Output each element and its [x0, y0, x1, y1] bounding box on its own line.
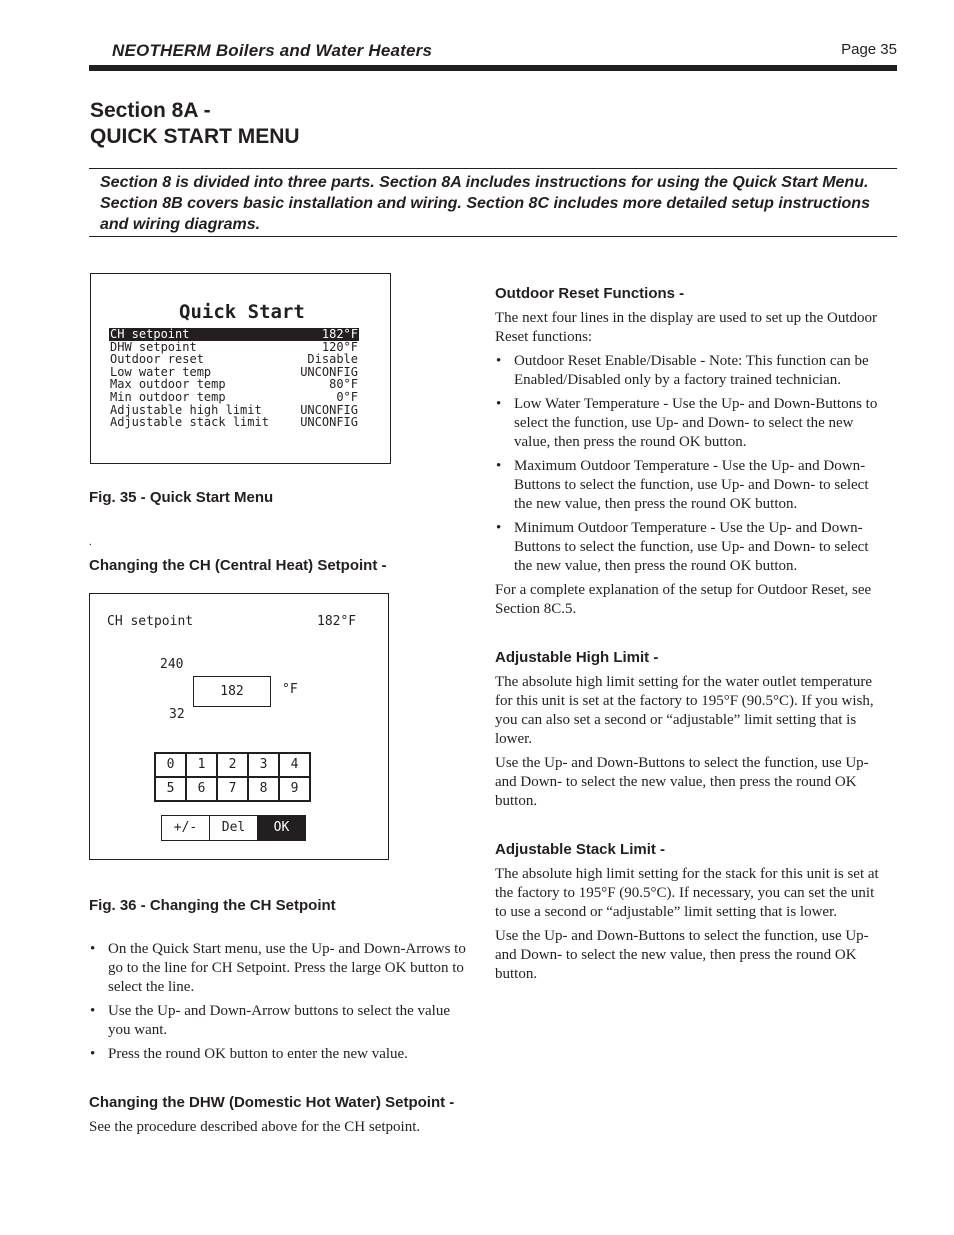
- list-item: • Outdoor Reset Enable/Disable - Note: This function can be Enabled/Disabled only by a factory trained technician.: [495, 352, 887, 390]
- dhw-heading: Changing the DHW (Domestic Hot Water) Setpoint -: [89, 1094, 455, 1111]
- qs-row-value: UNCONFIG: [300, 364, 358, 379]
- key-1[interactable]: 1: [186, 753, 217, 777]
- key-5[interactable]: 5: [155, 777, 186, 801]
- outdoor-reset-outro: For a complete explanation of the setup for Outdoor Reset, see Section 8C.5.: [495, 582, 872, 617]
- intro-text: Section 8 is divided into three parts. Section 8A includes instructions for using the Quick Start Menu. Section 8B covers basic installation and wiring. Section 8C includes more detailed setup instructions and wiring diagrams.: [100, 174, 870, 233]
- header-title-rest: Boilers and Water Heaters: [210, 41, 433, 60]
- qs-row-label: Outdoor reset: [110, 352, 204, 367]
- numeric-keypad: [154, 752, 311, 802]
- qs-row-label: Min outdoor temp: [110, 389, 226, 404]
- ch-heading: Changing the CH (Central Heat) Setpoint -: [89, 557, 387, 574]
- qs-row-label: Max outdoor temp: [110, 377, 226, 392]
- qs-row-label: Adjustable high limit: [110, 402, 262, 417]
- dhw-text: See the procedure described above for the CH setpoint.: [89, 1119, 421, 1135]
- ch-screen-unit: °F: [282, 682, 298, 697]
- stack-limit-heading: Adjustable Stack Limit -: [495, 841, 666, 858]
- key-6[interactable]: 6: [186, 777, 217, 801]
- ok-button[interactable]: OK: [258, 816, 305, 840]
- ch-value-entry-field[interactable]: 182: [193, 676, 271, 707]
- qs-row-value: 120°F: [321, 339, 358, 354]
- outdoor-reset-heading: Outdoor Reset Functions -: [495, 285, 685, 302]
- stray-dot: .: [89, 536, 92, 548]
- action-button-row: [161, 815, 306, 841]
- outdoor-reset-list: [495, 352, 887, 576]
- list-item: • Maximum Outdoor Temperature - Use the Up- and Down-Buttons to select the function, use Up- and Down- to select the new value, then press the round OK button.: [495, 457, 887, 514]
- key-0[interactable]: 0: [155, 753, 186, 777]
- ch-steps-list: [89, 940, 469, 1069]
- fig35-caption: Fig. 35 - Quick Start Menu: [89, 489, 274, 506]
- qs-row-value: UNCONFIG: [300, 415, 358, 430]
- stack-limit-paragraph-2: Use the Up- and Down-Buttons to select the function, use Up- and Down- to select the new value, then press the round OK button.: [495, 928, 869, 982]
- quick-start-screen: [90, 273, 391, 464]
- key-9[interactable]: 9: [279, 777, 310, 801]
- section-name: QUICK START MENU: [90, 125, 300, 148]
- ch-screen-max: 240: [160, 657, 184, 672]
- ch-screen-label: CH setpoint: [107, 614, 194, 629]
- ch-setpoint-screen: [89, 593, 389, 860]
- qs-row-value: UNCONFIG: [300, 402, 358, 417]
- qs-row-outdoor-reset[interactable]: [109, 353, 359, 366]
- key-8[interactable]: 8: [248, 777, 279, 801]
- qs-row-value: 80°F: [329, 377, 358, 392]
- key-7[interactable]: 7: [217, 777, 248, 801]
- document-header-title: [112, 41, 432, 61]
- qs-row-min-outdoor-temp[interactable]: [109, 391, 359, 404]
- key-4[interactable]: 4: [279, 753, 310, 777]
- list-item: • On the Quick Start menu, use the Up- and Down-Arrows to go to the line for CH Setpoint. Press the large OK button to select the line.: [89, 940, 469, 997]
- high-limit-paragraph-2: Use the Up- and Down-Buttons to select the function, use Up- and Down- to select the new value, then press the round OK button.: [495, 755, 869, 809]
- fig36-caption: Fig. 36 - Changing the CH Setpoint: [89, 897, 336, 914]
- intro-box: [89, 168, 897, 237]
- qs-row-value: 0°F: [336, 389, 358, 404]
- key-3[interactable]: 3: [248, 753, 279, 777]
- key-2[interactable]: 2: [217, 753, 248, 777]
- qs-row-ch-setpoint[interactable]: [109, 328, 359, 341]
- high-limit-heading: Adjustable High Limit -: [495, 649, 659, 666]
- qs-row-adjustable-stack-limit[interactable]: [109, 416, 359, 429]
- brand-name: NEOTHERM: [112, 41, 211, 60]
- section-number: Section 8A -: [90, 99, 211, 122]
- qs-row-value: 182°F: [321, 327, 358, 341]
- qs-row-value: Disable: [307, 352, 358, 367]
- list-item: • Press the round OK button to enter the new value.: [89, 1045, 469, 1064]
- list-item: • Use the Up- and Down-Arrow buttons to select the value you want.: [89, 1002, 469, 1040]
- header-rule: [89, 65, 897, 71]
- list-item: • Low Water Temperature - Use the Up- and Down-Buttons to select the function, use Up- and Down- to select the new value, then press the round OK button.: [495, 395, 887, 452]
- delete-button[interactable]: Del: [210, 816, 258, 840]
- section-title: [90, 98, 300, 150]
- ch-screen-min: 32: [169, 707, 185, 722]
- qs-row-label: Low water temp: [110, 364, 212, 379]
- outdoor-reset-intro: The next four lines in the display are used to set up the Outdoor Reset functions:: [495, 310, 877, 345]
- page-number: Page 35: [841, 41, 897, 58]
- stack-limit-paragraph-1: The absolute high limit setting for the stack for this unit is set at the factory to 195°F (90.5°C). If necessary, you can set the unit to use a second or “adjustable” limit setting that is lower.: [495, 866, 879, 920]
- plus-minus-button[interactable]: +/-: [162, 816, 210, 840]
- quick-start-list: [109, 328, 359, 429]
- qs-row-label: DHW setpoint: [110, 339, 197, 354]
- quick-start-title: Quick Start: [179, 301, 305, 323]
- high-limit-paragraph-1: The absolute high limit setting for the water outlet temperature for this unit is set at the factory to 195°F (90.5°C). If you wish, you can also set a second or “adjustable” limit setting that is lower.: [495, 674, 874, 747]
- ch-screen-current-value: 182°F: [317, 614, 357, 629]
- right-column: [495, 284, 887, 989]
- qs-row-label: Adjustable stack limit: [110, 415, 269, 430]
- qs-row-label: CH setpoint: [110, 327, 190, 341]
- list-item: • Minimum Outdoor Temperature - Use the Up- and Down-Buttons to select the function, use Up- and Down- to select the new value, then press the round OK button.: [495, 519, 887, 576]
